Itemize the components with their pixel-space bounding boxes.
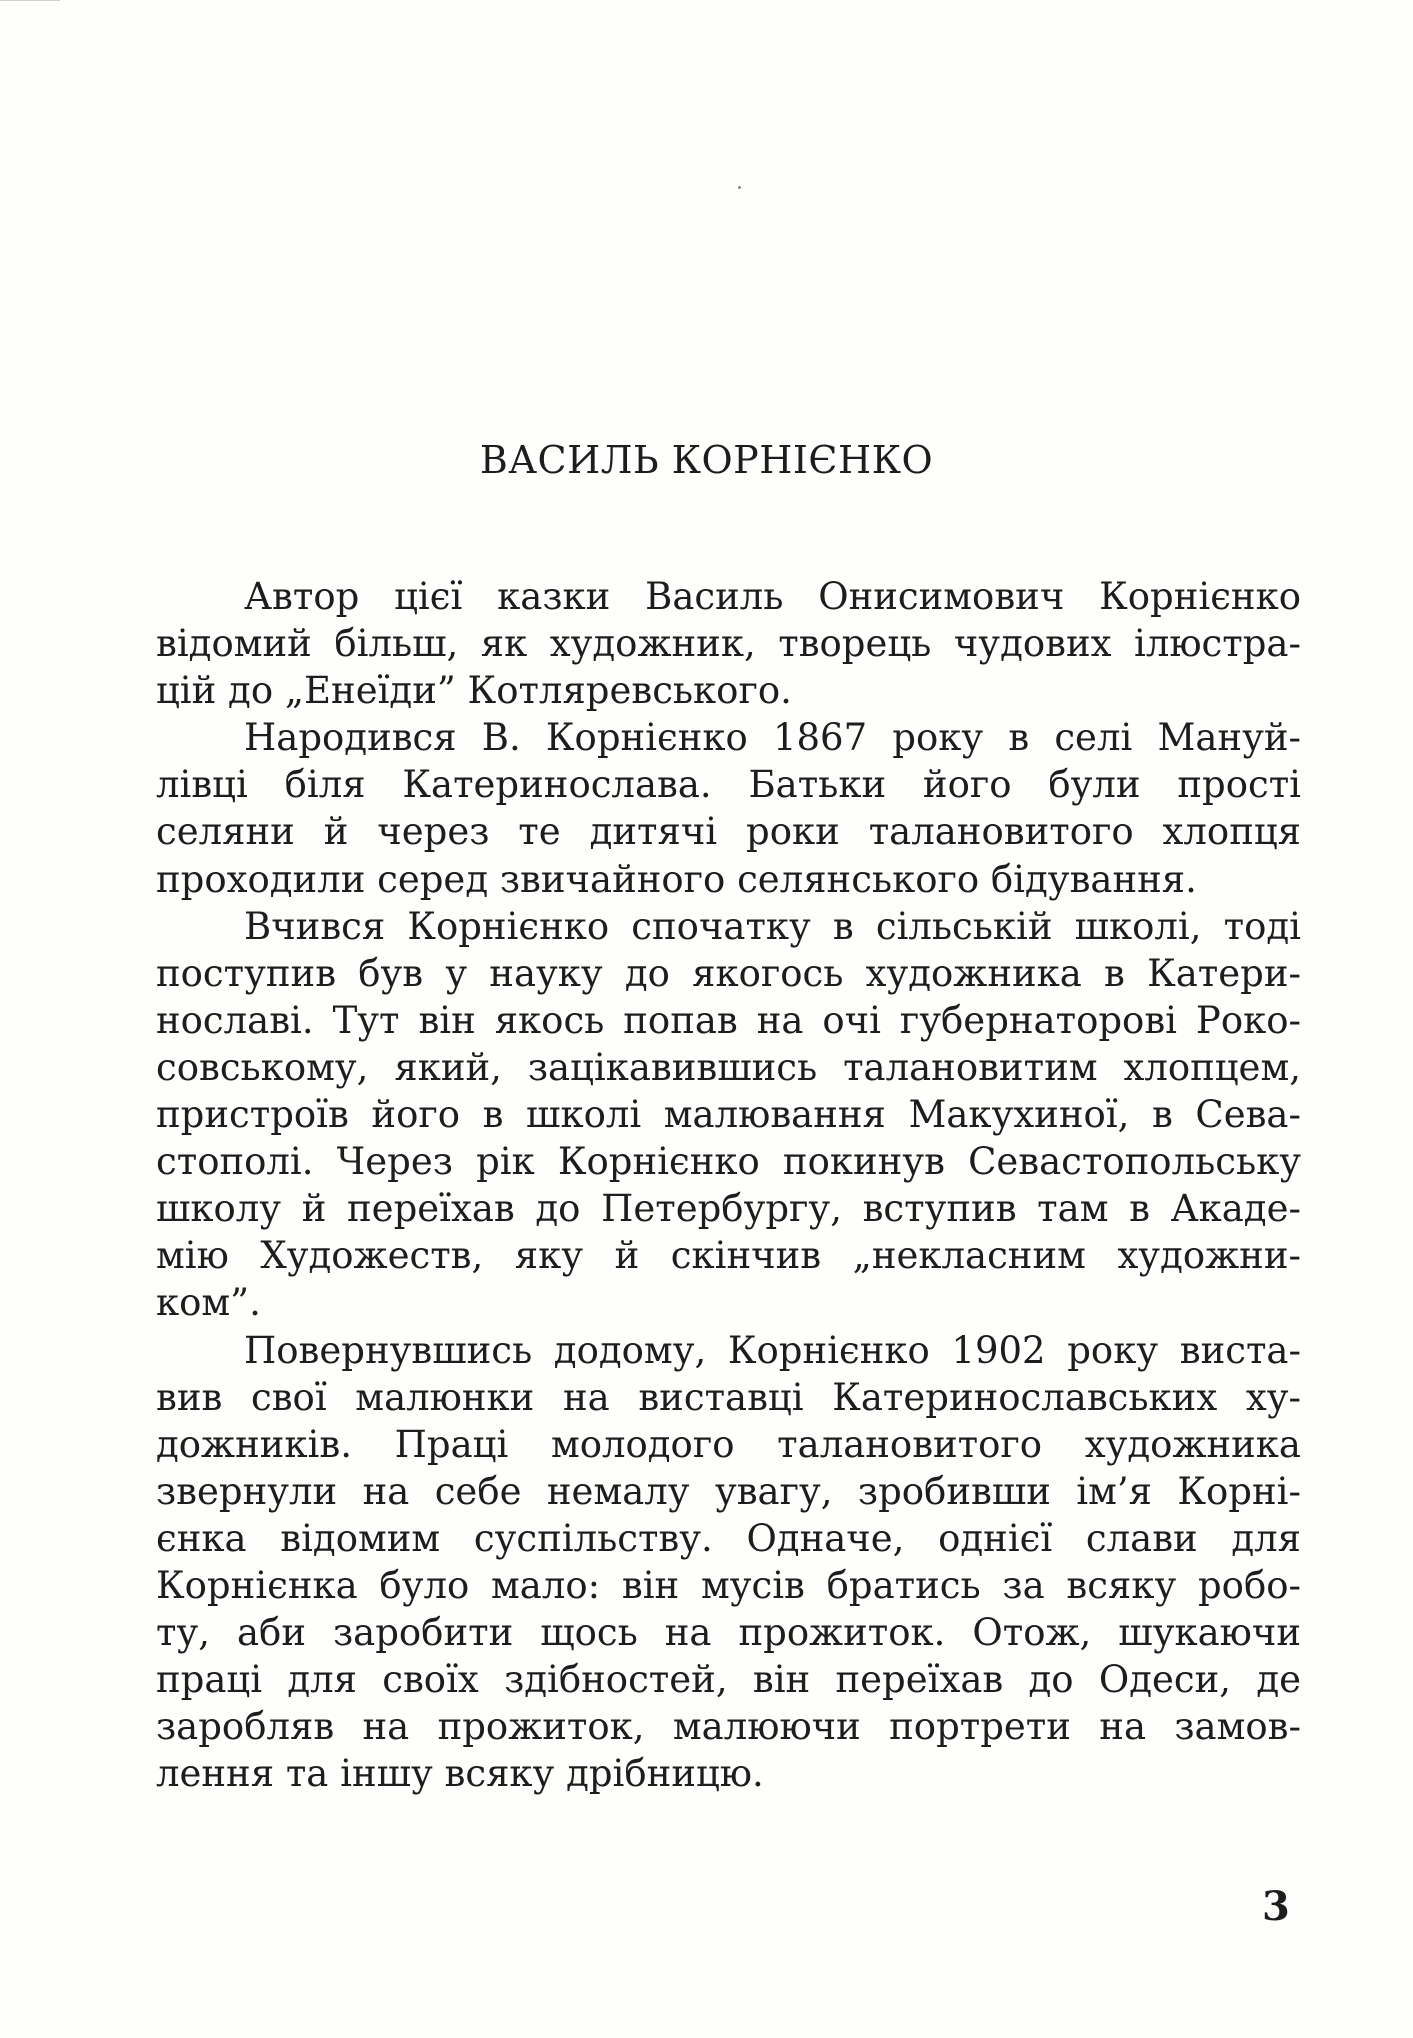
text-line: пристроїв його в школі малювання Макухиної, в Сева- (156, 1093, 1301, 1137)
text-line: цій до „Енеїди” Котляревського. (156, 669, 792, 713)
print-speck (738, 186, 741, 189)
paragraph (156, 714, 1301, 902)
text-line: праці для своїх здібностей, він переїхав до Одеси, де (156, 1658, 1301, 1702)
body-text (156, 573, 1301, 1797)
paragraph (156, 1327, 1301, 1798)
text-line: звернули на себе немалу увагу, зробивши ім’я Корні- (156, 1469, 1301, 1513)
text-line: вив свої малюнки на виставці Катеринославських ху- (156, 1375, 1301, 1419)
paragraph (156, 903, 1301, 1327)
text-line: лення та іншу всяку дрібницю. (156, 1752, 764, 1796)
text-line: Вчився Корнієнко спочатку в сільській школі, тоді (244, 904, 1301, 948)
text-line: совському, який, зацікавившись талановитим хлопцем, (156, 1045, 1301, 1089)
text-line: дожників. Праці молодого талановитого художника (156, 1422, 1301, 1466)
text-line: поступив був у науку до якогось художника в Катери- (156, 951, 1301, 995)
text-line: Повернувшись додому, Корнієнко 1902 року вистa- (244, 1328, 1301, 1372)
text-line: мію Художеств, яку й скінчив „некласним художни- (156, 1234, 1301, 1278)
text-line: селяни й через те дитячі роки талановитого хлопця (156, 810, 1301, 854)
text-line: школу й переїхав до Петербургу, вступив там в Акаде- (156, 1187, 1301, 1231)
text-line: Корнієнка було мало: він мусів братись за всяку робо- (156, 1563, 1301, 1607)
page-number: 3 (1262, 1883, 1290, 1930)
page-edge-mark (0, 0, 60, 1)
page-title: ВАСИЛЬ КОРНІЄНКО (479, 438, 934, 482)
text-line: відомий більш, як художник, творець чудових ілюстра- (156, 622, 1301, 666)
text-line: проходили серед звичайного селянського бідування. (156, 857, 1197, 901)
text-line: ту, аби заробити щось на прожиток. Отож, шукаючи (156, 1611, 1301, 1655)
text-line: лівці біля Катеринослава. Батьки його були прості (156, 763, 1301, 807)
text-line: Народився В. Корнієнко 1867 року в селі Мануй- (244, 716, 1301, 760)
text-line: єнка відомим суспільству. Одначе, однієї слави для (156, 1516, 1301, 1560)
text-line: ком”. (156, 1281, 261, 1325)
text-line: заробляв на прожиток, малюючи портрети на замов- (156, 1705, 1301, 1749)
paragraph (156, 573, 1301, 714)
text-line: нославі. Тут він якось попав на очі губернаторові Роко- (156, 998, 1301, 1042)
text-line: Автор цієї казки Василь Онисимович Корнієнко (244, 575, 1301, 618)
text-line: стополі. Через рік Корнієнко покинув Севастопольську (156, 1140, 1301, 1184)
